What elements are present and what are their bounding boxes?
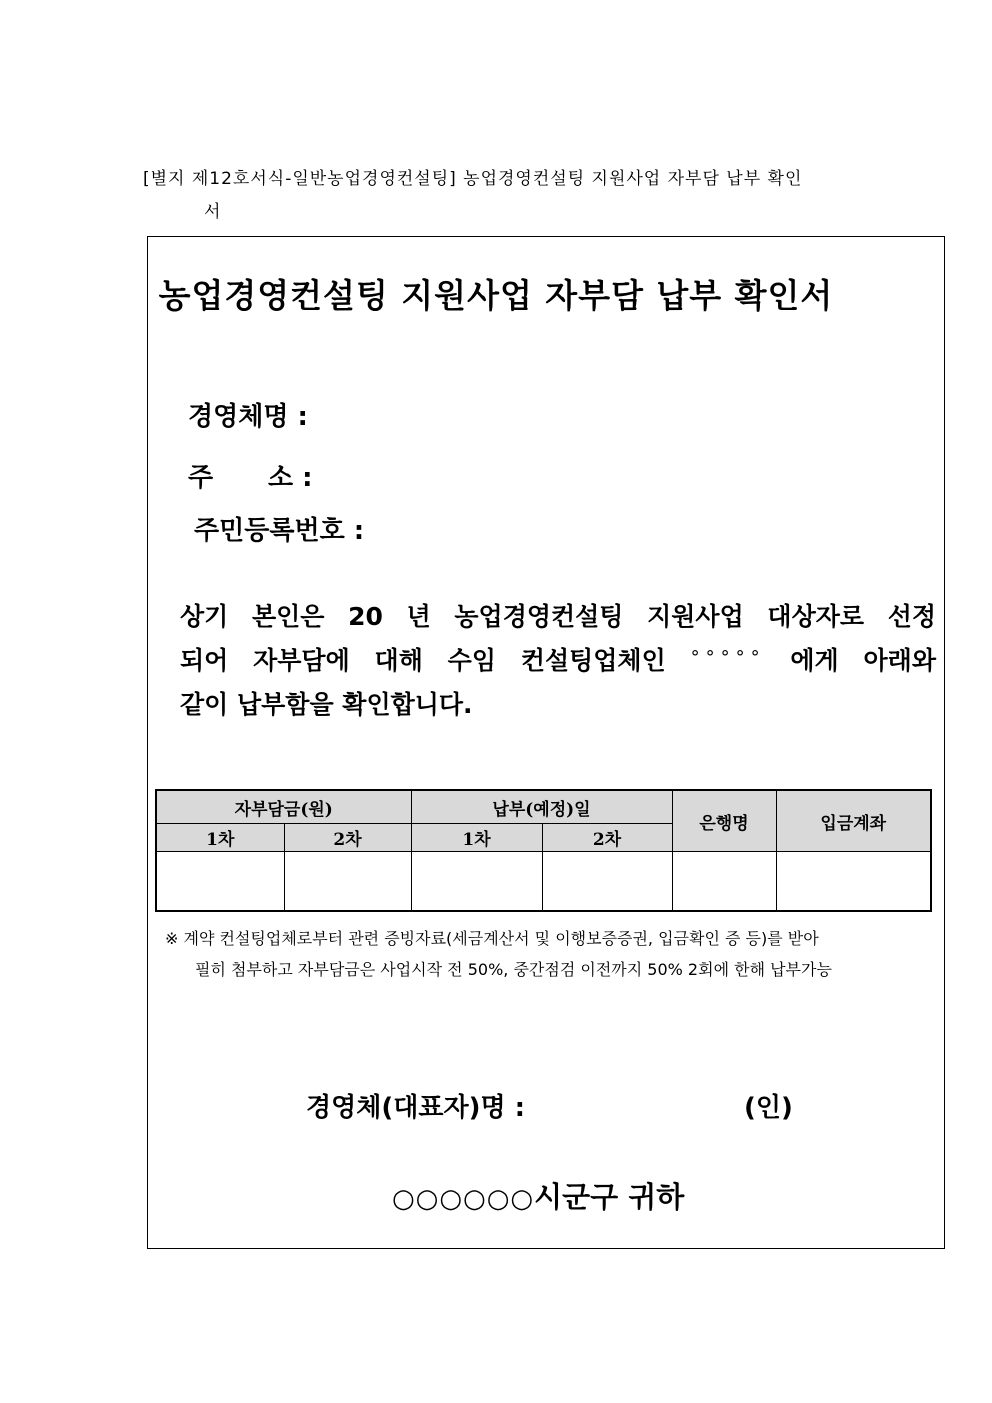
company-placeholder: °°°°° [690, 647, 766, 668]
header-account: 입금계좌 [776, 790, 931, 852]
payment-table [155, 789, 932, 912]
cell-bank[interactable] [672, 852, 776, 912]
header-bank: 은행명 [672, 790, 776, 852]
statement-line-1: 상기 본인은 20 년 농업경영컨설팅 지원사업 대상자로 선정 [180, 602, 936, 631]
signature-label: 경영체(대표자)명 : [306, 1093, 526, 1123]
cell-account[interactable] [776, 852, 931, 912]
header-self-pay-2nd: 2차 [284, 824, 411, 852]
statement-line-3: 같이 납부함을 확인합니다. [180, 690, 473, 719]
statement-line-2 [180, 641, 936, 677]
addressee-placeholder: ○○○○○○ [392, 1184, 535, 1214]
address-field [188, 457, 313, 494]
note-line-1: ※ 계약 컨설팅업체로부터 관련 증빙자료(세금계산서 및 이행보증증권, 입금확인 증 등)를 받아 [165, 929, 819, 948]
form-border [147, 236, 945, 1249]
seal-mark: (인) [744, 1093, 793, 1123]
note-line-2: 필히 첨부하고 자부담금은 사업시작 전 50%, 중간점검 이전까지 50% 2회에 한해 납부가능 [195, 960, 832, 979]
cell-self-pay-1st[interactable] [156, 852, 284, 912]
statement-line-2b: 에게 아래와 [790, 646, 936, 675]
business-name-field: 경영체명 : [188, 402, 308, 432]
addressee-text: 시군구 귀하 [534, 1180, 685, 1214]
header-pay-date-2nd: 2차 [542, 824, 672, 852]
header-pay-date: 납부(예정)일 [411, 790, 672, 824]
header-pay-date-1st: 1차 [411, 824, 542, 852]
cell-self-pay-2nd[interactable] [284, 852, 411, 912]
form-number-header: [별지 제12호서식-일반농업경영컨설팅] 농업경영컨설팅 지원사업 자부담 납부 확인 [143, 169, 803, 189]
cell-pay-date-2nd[interactable] [542, 852, 672, 912]
header-self-pay: 자부담금(원) [156, 790, 411, 824]
resident-id-field: 주민등록번호 : [194, 516, 365, 546]
address-label-part1: 주 [188, 463, 214, 493]
addressee [392, 1175, 684, 1216]
header-self-pay-1st: 1차 [156, 824, 284, 852]
statement-line-2a: 되어 자부담에 대해 수임 컨설팅업체인 [180, 646, 666, 675]
cell-pay-date-1st[interactable] [411, 852, 542, 912]
form-number-header-continued: 서 [204, 202, 221, 222]
address-label-part2: 소 : [268, 463, 313, 493]
form-title: 농업경영컨설팅 지원사업 자부담 납부 확인서 [158, 276, 834, 315]
table-row [156, 852, 931, 912]
